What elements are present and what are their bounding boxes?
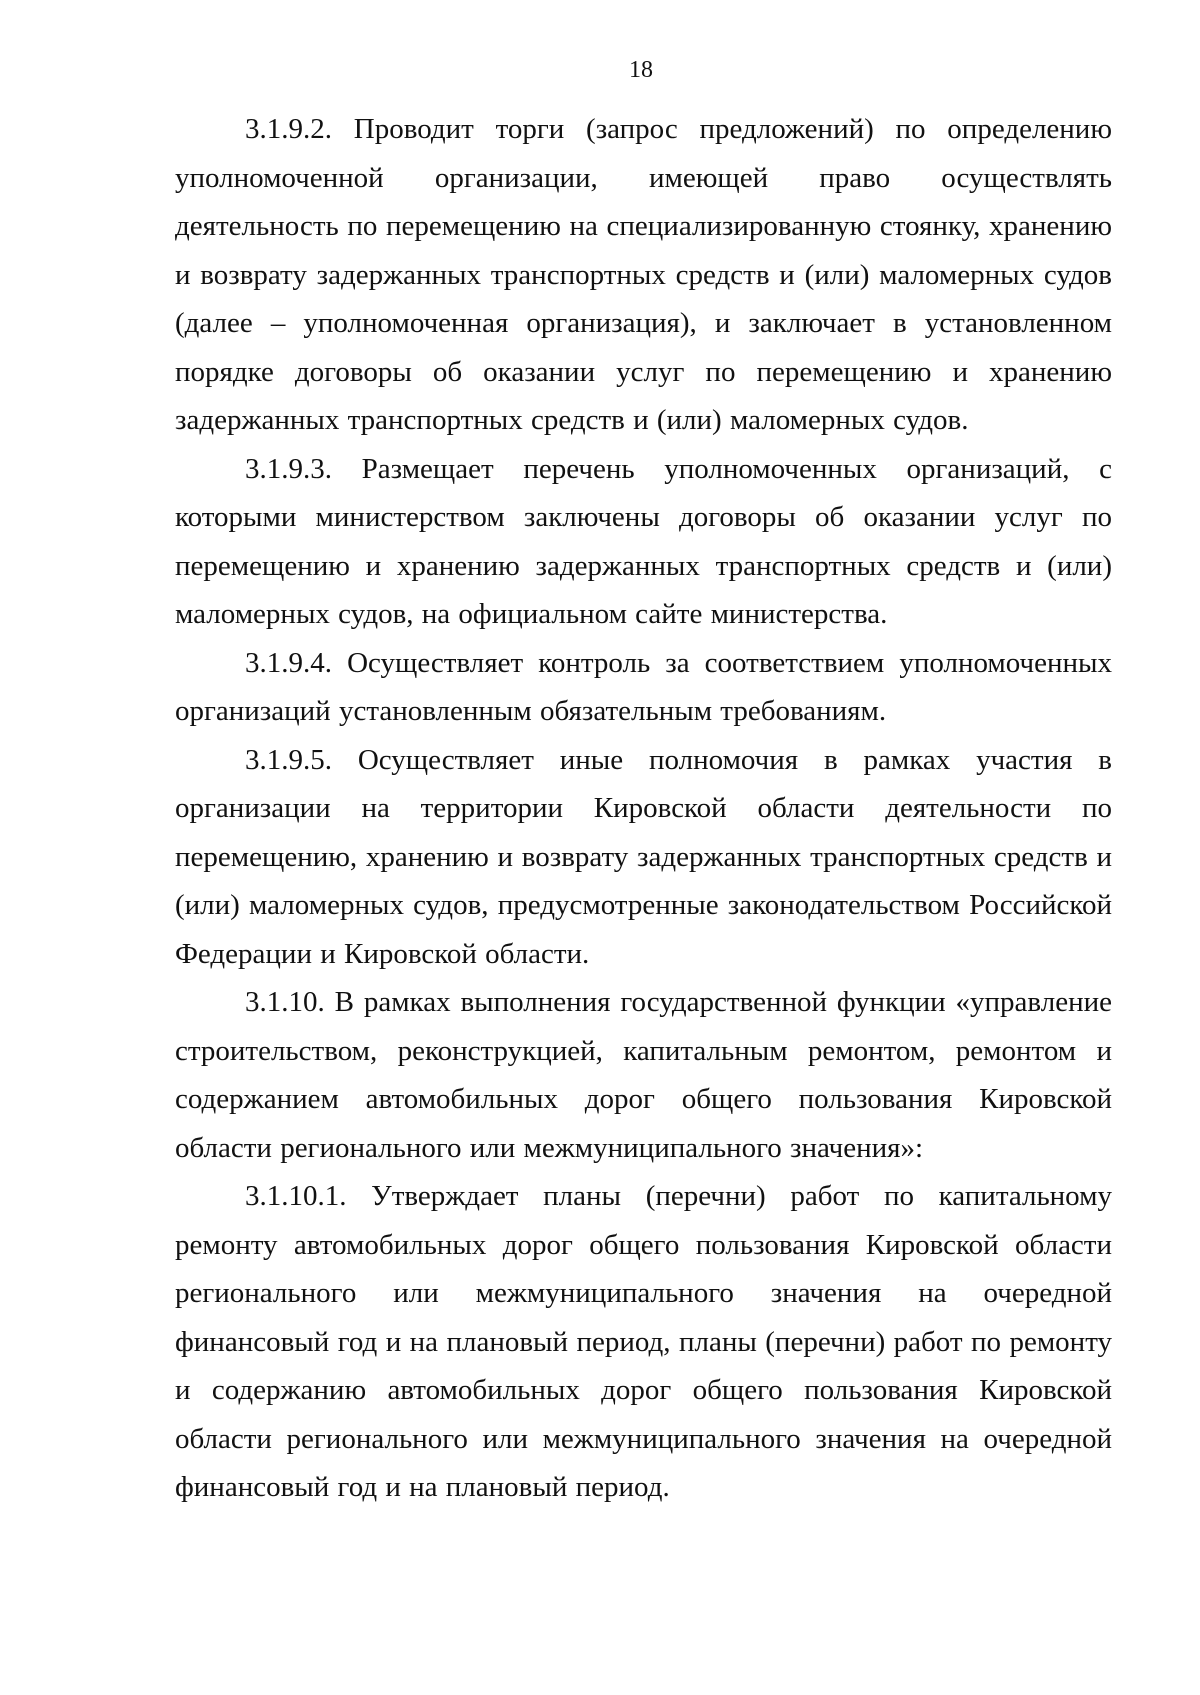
paragraph-3-1-9-5: 3.1.9.5. Осуществляет иные полномочия в рамках участия в организации на территории Кировской области деятельности по перемещению, хранению и возврату задержанных транспортных средств и (или) маломерных судов, предусмотренные законодательством Российской Федерации и Кировской области. — [175, 743, 1112, 970]
document-body — [175, 105, 1112, 1512]
paragraph-3-1-9-3: 3.1.9.3. Размещает перечень уполномоченных организаций, с которыми министерством заключены договоры об оказании услуг по перемещению и хранению задержанных транспортных средств и (или) маломерных судов, на официальном сайте министерства. — [175, 452, 1112, 630]
paragraph-3-1-9-2: 3.1.9.2. Проводит торги (запрос предложений) по определению уполномоченной организации, имеющей право осуществлять деятельность по перемещению на специализированную стоянку, хранению и возврату задержанных транспортных средств и (или) маломерных судов (далее – уполномоченная организация), и заключает в установленном порядке договоры об оказании услуг по перемещению и хранению задержанных транспортных средств и (или) маломерных судов. — [175, 113, 1112, 436]
paragraph-3-1-10: 3.1.10. В рамках выполнения государственной функции «управление строительством, реконструкцией, капитальным ремонтом, ремонтом и содержанием автомобильных дорог общего пользования Кировской области регионального или межмуниципального значения»: — [175, 986, 1112, 1164]
page-number: 18 — [629, 57, 653, 83]
paragraph-3-1-9-4: 3.1.9.4. Осуществляет контроль за соответствием уполномоченных организаций установленным обязательным требованиям. — [175, 646, 1112, 727]
paragraph-3-1-10-1: 3.1.10.1. Утверждает планы (перечни) работ по капитальному ремонту автомобильных дорог общего пользования Кировской области регионального или межмуниципального значения на очередной финансовый год и на плановый период, планы (перечни) работ по ремонту и содержанию автомобильных дорог общего пользования Кировской области регионального или межмуниципального значения на очередной финансовый год и на плановый период. — [175, 1180, 1112, 1503]
